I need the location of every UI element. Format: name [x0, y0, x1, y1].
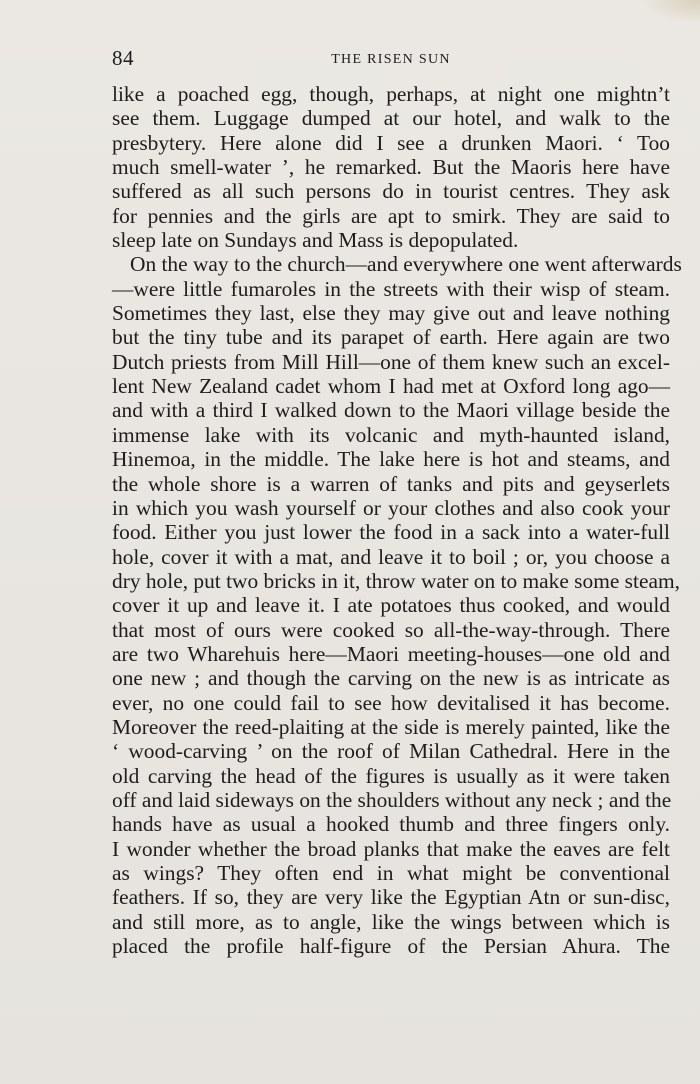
text-line: immense lake with its volcanic and myth-haunted island, [112, 422, 670, 447]
text-line: one new ; and though the carving on the new is as intricate as [112, 666, 670, 691]
body-text [112, 82, 682, 959]
page-number: 84 [112, 46, 134, 70]
text-line: for pennies and the girls are apt to smirk. They are said to [112, 203, 670, 228]
text-line: food. Either you just lower the food in a sack into a water-full [112, 520, 670, 545]
text-line: Dutch priests from Mill Hill—one of them knew such an excel- [112, 349, 670, 374]
page-header [112, 46, 670, 76]
text-line: old carving the head of the figures is usually as it were taken [112, 763, 670, 788]
text-line: cover it up and leave it. I ate potatoes thus cooked, and would [112, 593, 670, 618]
text-line: suffered as all such persons do in tourist centres. They ask [112, 179, 670, 204]
text-line: but the tiny tube and its parapet of earth. Here again are two [112, 325, 670, 350]
running-head: THE RISEN SUN [331, 52, 451, 67]
text-line: presbytery. Here alone did I see a drunken Maori. ‘ Too [112, 130, 670, 155]
text-line: hole, cover it with a mat, and leave it to boil ; or, you choose a [112, 544, 670, 569]
text-line: hands have as usual a hooked thumb and three fingers only. [112, 812, 670, 837]
text-line: in which you wash yourself or your clothes and also cook your [112, 495, 670, 520]
text-line: lent New Zealand cadet whom I had met at Oxford long ago— [112, 374, 670, 399]
text-line: and with a third I walked down to the Maori village beside the [112, 398, 670, 423]
page-stain [640, 0, 700, 24]
text-line: sleep late on Sundays and Mass is depopulated. [112, 228, 519, 253]
text-line: I wonder whether the broad planks that make the eaves are felt [112, 836, 670, 861]
text-line: like a poached egg, though, perhaps, at night one mightn’t [112, 82, 670, 106]
text-line: Sometimes they last, else they may give out and leave nothing [112, 301, 670, 326]
text-line: dry hole, put two bricks in it, throw water on to make some steam, [112, 568, 680, 593]
text-line: ever, no one could fail to see how devitalised it has become. [112, 690, 670, 715]
text-line: and still more, as to angle, like the wings between which is [112, 909, 670, 934]
text-line: On the way to the church—and everywhere one went afterwards [130, 252, 682, 277]
text-line: feathers. If so, they are very like the Egyptian Atn or sun-disc, [112, 885, 670, 910]
text-line: Moreover the reed-plaiting at the side is merely painted, like the [112, 714, 670, 739]
text-line: ‘ wood-carving ’ on the roof of Milan Cathedral. Here in the [112, 739, 670, 764]
text-line: —were little fumaroles in the streets with their wisp of steam. [112, 276, 670, 301]
text-line: that most of ours were cooked so all-the-way-through. There [112, 617, 670, 642]
text-line: as wings? They often end in what might be conventional [112, 861, 670, 885]
text-line: placed the profile half-figure of the Persian Ahura. The [112, 934, 670, 959]
text-line: see them. Luggage dumped at our hotel, and walk to the [112, 106, 670, 131]
text-line: the whole shore is a warren of tanks and pits and geyserlets [112, 471, 670, 496]
text-line: Hinemoa, in the middle. The lake here is hot and steams, and [112, 447, 670, 472]
text-line: are two Wharehuis here—Maori meeting-houses—one old and [112, 641, 670, 666]
text-line: off and laid sideways on the shoulders without any neck ; and the [112, 787, 672, 812]
text-line: much smell-water ’, he remarked. But the Maoris here have [112, 155, 670, 180]
